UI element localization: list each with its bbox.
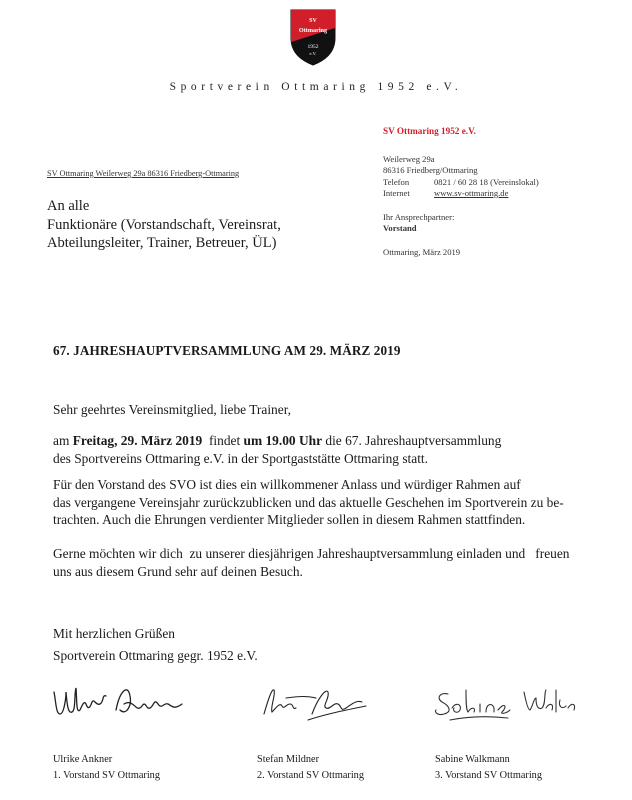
- sender-block: [383, 126, 613, 258]
- greeting: Sehr geehrtes Vereinsmitglied, liebe Trainer,: [53, 402, 291, 417]
- internet-label: Internet: [383, 188, 410, 198]
- event-date: Freitag, 29. März 2019: [72, 433, 203, 448]
- return-address-line: SV Ottmaring Weilerweg 29a 86316 Friedberg-Ottmaring: [47, 169, 240, 178]
- logo-year: 1952: [307, 44, 319, 50]
- signer-role: 2. Vorstand SV Ottmaring: [257, 770, 364, 781]
- recipient-line-1: An alle: [47, 198, 90, 214]
- recipient-block: [47, 197, 281, 253]
- phone-label: Telefon: [383, 176, 410, 187]
- sender-name: SV Ottmaring 1952 e.V.: [383, 126, 476, 136]
- svo-paragraph: Für den Vorstand des SVO ist dies ein willkommener Anlass und würdiger Rahmen auf das vergangene Vereinsjahr zurückzublicken und das aktuelle Geschehen im Sportverein zu be- trachten. Auch die Ehrungen verdienter Mitglieder sollen in diesem Rahmen stattfinden.: [53, 477, 564, 528]
- signer-name: Ulrike Ankner: [53, 754, 113, 765]
- logo-suffix: e.V.: [309, 51, 317, 56]
- logo-ottmaring: Ottmaring: [298, 27, 328, 34]
- sender-city: 86316 Friedberg/Ottmaring: [383, 165, 478, 175]
- sender-internet-row: [383, 188, 613, 200]
- date-paragraph: am Freitag, 29. März 2019 findet um 19.00 Uhr die 67. Jahreshauptversammlung des Sportvereins Ottmaring e.V. in der Sportgaststätte Ottmaring statt.: [53, 433, 502, 466]
- club-name-line: Sportverein Ottmaring 1952 e.V.: [169, 81, 463, 93]
- signer-2: [257, 752, 364, 784]
- signature-ankner: [50, 680, 190, 726]
- contact-value: Vorstand: [383, 223, 417, 233]
- signer-3: [435, 752, 542, 784]
- signer-name: Sabine Walkmann: [435, 754, 510, 765]
- logo-sv: SV: [309, 18, 317, 24]
- signature-walkmann: [430, 680, 580, 726]
- club-logo: [289, 8, 337, 66]
- signer-role: 3. Vorstand SV Ottmaring: [435, 770, 542, 781]
- sender-street: Weilerweg 29a: [383, 153, 435, 164]
- event-time: um 19.00 Uhr: [243, 433, 323, 448]
- website-link[interactable]: www.sv-ottmaring.de: [434, 188, 509, 198]
- signer-role: 1. Vorstand SV Ottmaring: [53, 770, 160, 781]
- signer-name: Stefan Mildner: [257, 754, 320, 765]
- signature-mildner: [256, 680, 371, 726]
- signer-1: [53, 752, 160, 784]
- recipient-line-3: Abteilungsleiter, Trainer, Betreuer, ÜL): [47, 235, 277, 251]
- sender-phone-row: [383, 177, 613, 189]
- letter-subject: 67. JAHRESHAUPTVERSAMMLUNG AM 29. MÄRZ 2019: [53, 343, 401, 358]
- letter-date: Ottmaring, März 2019: [383, 246, 461, 257]
- invite-paragraph: Gerne möchten wir dich zu unserer diesjährigen Jahreshauptversammlung einladen und freuen uns aus diesem Grund sehr auf deinen Besuch.: [53, 546, 570, 579]
- recipient-line-2: Funktionäre (Vorstandschaft, Vereinsrat,: [47, 216, 281, 233]
- phone-value: 0821 / 60 28 18 (Vereinslokal): [434, 176, 539, 187]
- closing: Mit herzlichen Grüßen Sportverein Ottmaring gegr. 1952 e.V.: [53, 626, 258, 663]
- contact-label: Ihr Ansprechpartner:: [383, 211, 455, 222]
